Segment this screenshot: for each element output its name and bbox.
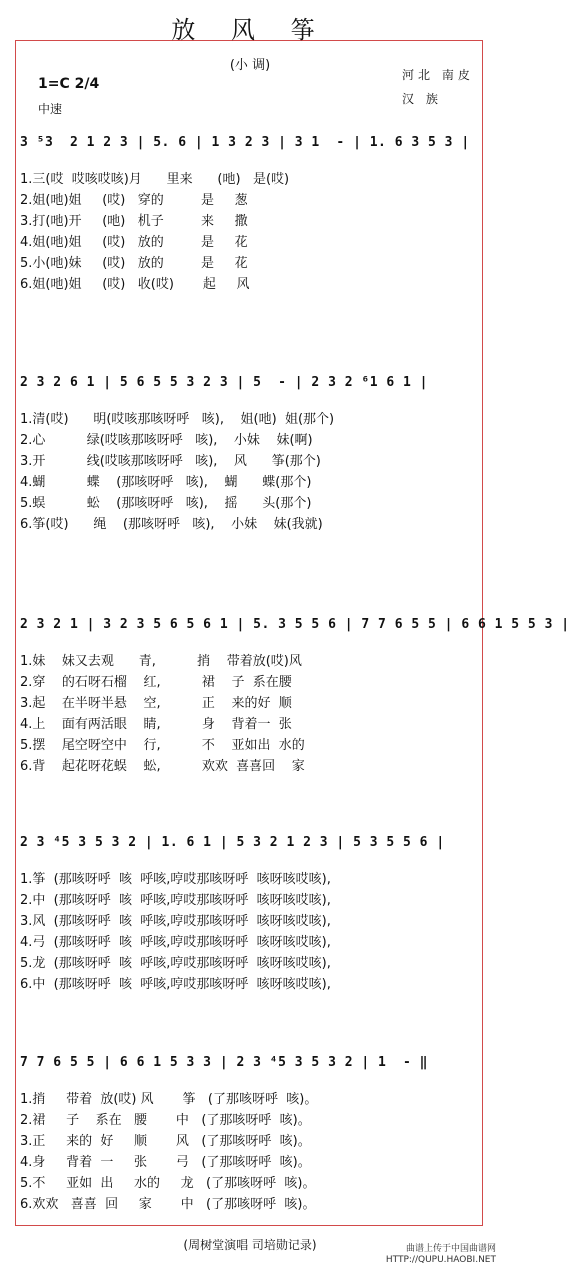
music-section-1 (20, 128, 480, 295)
lyric-verse-1: 1.妹 妹又去观 青, 捎 带着放(哎)风 (20, 654, 302, 669)
lyric-verse-4: 4.蝴 蝶 (那咳呀呼 咳), 蝴 蝶(那个) (20, 475, 312, 490)
song-title: 放 风 筝 (171, 16, 329, 44)
performer-credit: (周树堂演唱 司培勋记录) (183, 1238, 317, 1252)
lyric-verse-6: 6.背 起花呀花蜈 蚣, 欢欢 喜喜回 家 (20, 759, 305, 774)
lyric-verse-2: 2.穿 的石呀石榴 红, 裙 子 系在腰 (20, 675, 292, 690)
notation-line: 3 ⁵3 2 1 2 3 | 5. 6 | 1 3 2 3 | 3 1 - | 1. 6 3 5 3 | (20, 135, 470, 150)
key-signature: 1=C 2/4 (38, 76, 100, 92)
watermark-text: 曲谱上传于中国曲谱网 (405, 1244, 496, 1254)
notation-line: 7 7 6 5 5 | 6 6 1 5 3 3 | 2 3 ⁴5 3 5 3 2 | 1 - ‖ (20, 1055, 429, 1070)
lyric-verse-3: 3.起 在半呀半悬 空, 正 来的好 顺 (20, 696, 292, 711)
lyric-verse-5: 5.摆 尾空呀空中 行, 不 亚如出 水的 (20, 738, 305, 753)
lyric-verse-1: 1.三(哎 哎咳哎咳)月 里来 (吔) 是(哎) (20, 172, 290, 187)
notation-line: 2 3 2 6 1 | 5 6 5 5 3 2 3 | 5 - | 2 3 2 ⁶1 6 1 | (20, 375, 429, 390)
lyrics-block (20, 651, 480, 777)
lyric-verse-5: 5.小(吔)妹 (哎) 放的 是 花 (20, 256, 248, 271)
lyric-verse-5: 5.蜈 蚣 (那咳呀呼 咳), 摇 头(那个) (20, 496, 312, 511)
lyric-verse-5: 5.不 亚如 出 水的 龙 (了那咳呀呼 咳)。 (20, 1176, 316, 1191)
lyric-verse-3: 3.开 线(哎咳那咳呀呼 咳), 风 筝(那个) (20, 454, 321, 469)
notation-line: 2 3 2 1 | 3 2 3 5 6 5 6 1 | 5. 3 5 5 6 | 7 7 6 5 5 | 6 6 1 5 5 3 | (20, 617, 570, 632)
tempo-marking: 中速 (38, 102, 63, 116)
lyrics-block (20, 1089, 480, 1215)
lyric-verse-2: 2.裙 子 系在 腰 中 (了那咳呀呼 咳)。 (20, 1113, 311, 1128)
notation-line: 2 3 ⁴5 3 5 3 2 | 1. 6 1 | 5 3 2 1 2 3 | 5 3 5 5 6 | (20, 835, 445, 850)
lyric-verse-4: 4.弓 (那咳呀呼 咳 呼咳,哼哎那咳呀呼 咳呀咳哎咳), (20, 935, 331, 950)
lyric-verse-1: 1.清(哎) 明(哎咳那咳呀呼 咳), 姐(吔) 姐(那个) (20, 412, 335, 427)
lyrics-block (20, 169, 480, 295)
lyric-verse-2: 2.姐(吔)姐 (哎) 穿的 是 葱 (20, 193, 248, 208)
lyric-verse-5: 5.龙 (那咳呀呼 咳 呼咳,哼哎那咳呀呼 咳呀咳哎咳), (20, 956, 331, 971)
music-section-2 (20, 368, 480, 535)
watermark-url: HTTP://QUPU.HAOBI.NET (385, 1255, 496, 1265)
lyric-verse-2: 2.中 (那咳呀呼 咳 呼咳,哼哎那咳呀呼 咳呀咳哎咳), (20, 893, 331, 908)
origin-region: 河北 南皮 (402, 68, 474, 82)
music-section-4 (20, 828, 480, 995)
music-section-5 (20, 1048, 480, 1215)
lyric-verse-6: 6.欢欢 喜喜 回 家 中 (了那咳呀呼 咳)。 (20, 1197, 316, 1212)
lyric-verse-6: 6.中 (那咳呀呼 咳 呼咳,哼哎那咳呀呼 咳呀咳哎咳), (20, 977, 331, 992)
lyric-verse-3: 3.正 来的 好 顺 风 (了那咳呀呼 咳)。 (20, 1134, 311, 1149)
music-section-3 (20, 610, 570, 777)
lyrics-block (20, 869, 480, 995)
lyric-verse-4: 4.上 面有两活眼 睛, 身 背着一 张 (20, 717, 292, 732)
origin-ethnicity: 汉 族 (402, 92, 442, 106)
lyric-verse-6: 6.姐(吔)姐 (哎) 收(哎) 起 风 (20, 277, 250, 292)
lyric-verse-6: 6.筝(哎) 绳 (那咳呀呼 咳), 小妹 妹(我就) (20, 517, 323, 532)
lyrics-block (20, 409, 480, 535)
lyric-verse-3: 3.打(吔)开 (吔) 机子 来 撒 (20, 214, 248, 229)
song-subtitle: (小 调) (229, 58, 271, 73)
site-watermark (386, 1244, 496, 1266)
lyric-verse-4: 4.姐(吔)姐 (哎) 放的 是 花 (20, 235, 248, 250)
lyric-verse-2: 2.心 绿(哎咳那咳呀呼 咳), 小妹 妹(啊) (20, 433, 313, 448)
lyric-verse-1: 1.筝 (那咳呀呼 咳 呼咳,哼哎那咳呀呼 咳呀咳哎咳), (20, 872, 331, 887)
lyric-verse-3: 3.风 (那咳呀呼 咳 呼咳,哼哎那咳呀呼 咳呀咳哎咳), (20, 914, 331, 929)
lyric-verse-1: 1.捎 带着 放(哎) 风 筝 (了那咳呀呼 咳)。 (20, 1092, 318, 1107)
lyric-verse-4: 4.身 背着 一 张 弓 (了那咳呀呼 咳)。 (20, 1155, 311, 1170)
